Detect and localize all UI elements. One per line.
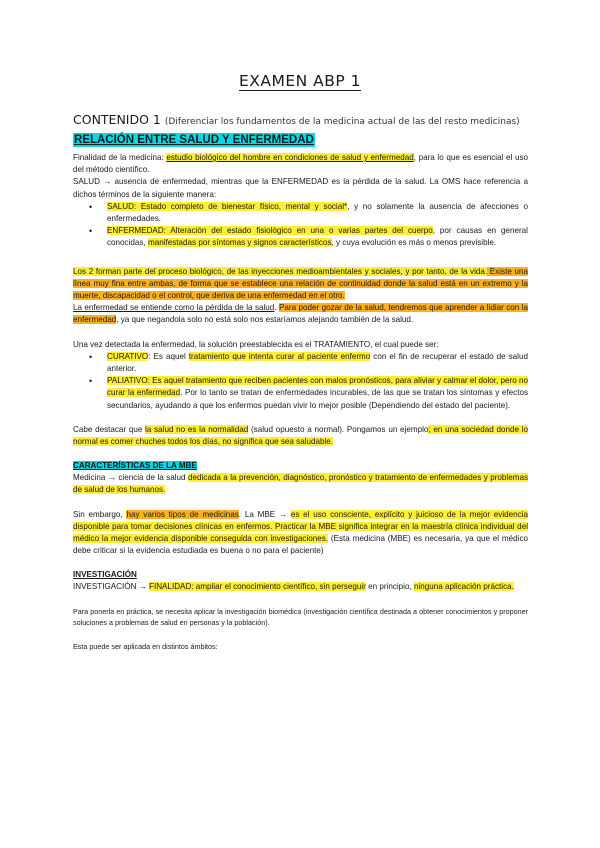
list-item: • ENFERMEDAD: Alteración del estado fisiológico en una o varias partes del cuerpo, por causas en general conocidas, manifestadas por síntomas y signos característicos, y cuya evolución es más o menos previsible. [107,225,528,249]
paragraph-ambitos: Esta puede ser aplicada en distintos ámbitos: [73,641,218,651]
paragraph-biomedica: Para ponerla en práctica, se necesita aplicar la investigación biomédica (investigación científica destinada a obtener conocimientos y proponer soluciones a problemas de salud en personas y la población). [73,606,528,628]
list-item: • CURATIVO: Es aquel tratamiento que intenta curar al paciente enfermo con el fin de recuperar el estado de salud anterior. [107,351,528,375]
list-item: • PALIATIVO: Es aquel tratamiento que reciben pacientes con malos pronósticos, para aliviar y calmar el dolor, pero no curar la enfermedad. Por lo tanto se tratan de enfermedades incurables, de las que se tratan los síntomas y efectos secundarios, ayudando a que los enfermos puedan vivir lo mejor posible (Dependiendo del estado del paciente). [107,375,528,412]
paragraph-tratamiento: Una vez detectada la enfermedad, la solución preestablecida es el TRATAMIENTO, el cual puede ser: [73,339,439,349]
document-body [73,112,528,652]
paragraph-mbe: Sin embargo, hay varios tipos de medicinas. La MBE → es el uso consciente, explícito y juicioso de la mejor evidencia disponible para tomar decisiones clínicas en enfermos. Practicar la MBE significa integrar en la maestría clínica individual del médico la mejor evidencia disponible conseguida con investigaciones. (Esta medicina (MBE) es necesaria, ya que el médico debe criticar si la evidencia estudiada es buena o no para el paciente) [73,509,528,556]
paragraph-normalidad: Cabe destacar que la salud no es la normalidad (salud opuesto a normal). Pongamos un ejemplo; en una sociedad donde lo normal es comer chuches todos los días, no significa que sea saludable. [73,424,528,447]
treatment-list [73,351,528,412]
paragraph-proceso: Los 2 forman parte del proceso biológico, de las inyecciones medioambientales y sociales, y por tanto, de la vida. Existe una línea muy fina entre ambas, de forma que se establece una relación de continuidad donde la salud está en un extremo y la muerte, discapacidad o el control, que deriva de una enfermedad en el otro. [73,266,529,301]
paragraph-investigacion: INVESTIGACIÓN → FINALIDAD: ampliar el conocimiento científico, sin perseguir en principio, ninguna aplicación práctica. [73,582,514,592]
document-title: EXAMEN ABP 1 [238,72,362,90]
relacion-title: RELACIÓN ENTRE SALUD Y ENFERMEDAD [74,134,314,146]
list-item: • SALUD: Estado completo de bienestar físico, mental y social*, y no solamente la ausencia de afecciones o enfermedades. [107,201,528,225]
paragraph-salud: SALUD → ausencia de enfermedad, mientras que la ENFERMEDAD es la pérdida de la salud. La OMS hace referencia a dichos términos de la siguiente manera: [73,177,528,199]
investigacion-heading: INVESTIGACIÓN [73,570,137,580]
paragraph-enfermedad: La enfermedad se entiende como la pérdida de la salud. Para poder gozar de la salud, tendremos que aprender a lidiar con la enfermedad, ya que negandola solo no está solo nos estaríamos alejando también de la salud. [73,303,528,325]
paragraph-medicina: Medicina → ciencia de la salud dedicada a la prevención, diagnóstico, pronóstico y tratamiento de enfermedades y problemas de salud de los humanos. [73,473,528,495]
mbe-heading: CARACTERÍSTICAS DE LA MBE [73,461,197,471]
paragraph-finalidad: Finalidad de la medicina: estudio biológico del hombre en condiciones de salud y enfermedad, para lo que es esencial el uso del método científico. [73,153,528,175]
who-definitions-list [73,201,528,250]
section-heading: CONTENIDO 1 (Diferenciar los fundamentos de la medicina actual de las del resto medicinas) [73,112,520,127]
